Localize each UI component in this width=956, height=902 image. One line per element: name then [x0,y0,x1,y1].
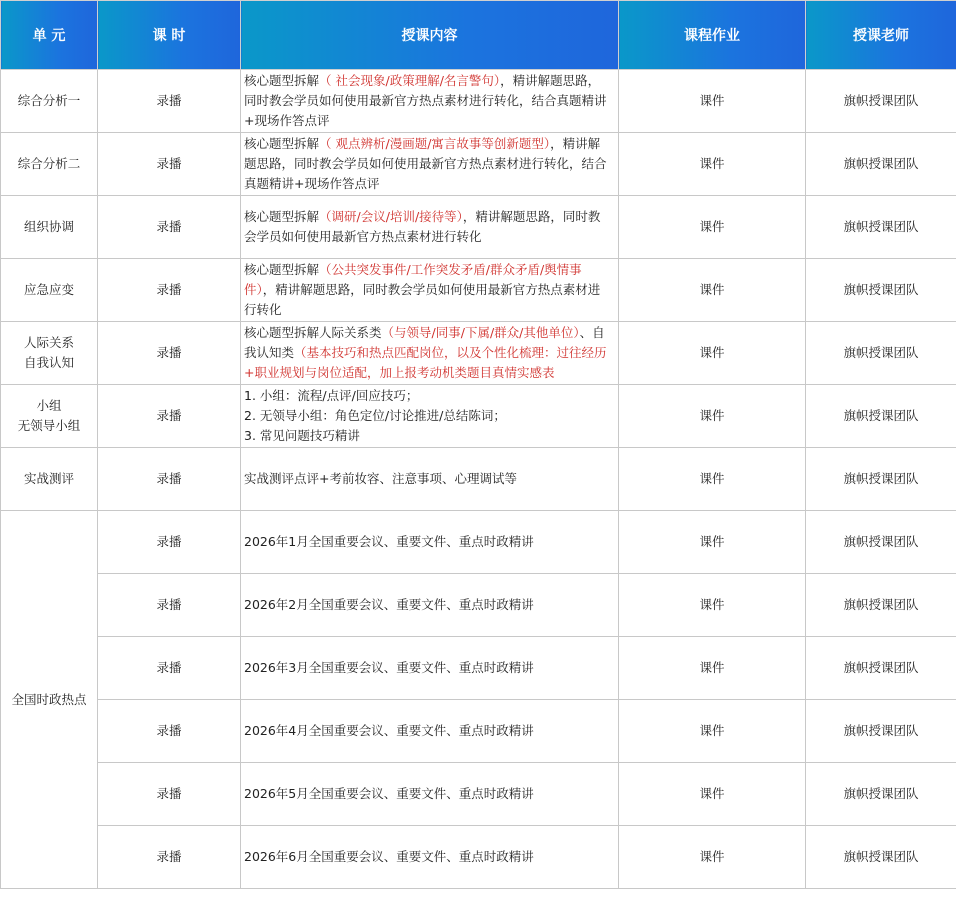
teacher-cell: 旗帜授课团队 [806,511,956,574]
content-cell [241,385,619,448]
unit-cell [1,133,98,196]
teacher-cell: 旗帜授课团队 [806,259,956,322]
highlight-text: （ 观点辨析/漫画题/寓言故事等创新题型） [319,136,551,151]
hours-cell: 录播 [98,763,241,826]
teacher-cell: 旗帜授课团队 [806,385,956,448]
table-row [1,511,956,574]
table-body [1,70,956,889]
highlight-text: （ 社会现象/政策理解/名言警句） [319,73,501,88]
content-cell: 2026年3月全国重要会议、重要文件、重点时政精讲 [241,637,619,700]
content-text: 核心题型拆解 [244,136,320,151]
teacher-cell: 旗帜授课团队 [806,763,956,826]
homework-cell: 课件 [619,700,806,763]
unit-label: 无领导小组 [17,418,81,433]
content-text: 核心题型拆解 [244,73,320,88]
homework-cell: 课件 [619,826,806,889]
unit-cell [1,70,98,133]
table-row [1,196,956,259]
unit-cell [1,448,98,511]
unit-label: 组织协调 [23,219,74,234]
teacher-cell: 旗帜授课团队 [806,133,956,196]
homework-cell: 课件 [619,133,806,196]
header-content: 授课内容 [241,1,619,70]
unit-label: 全国时政热点 [11,691,87,707]
table-row [1,322,956,385]
homework-cell: 课件 [619,196,806,259]
table-row [1,133,956,196]
table-row [1,70,956,133]
header-homework: 课程作业 [619,1,806,70]
unit-cell [1,385,98,448]
header-teacher: 授课老师 [806,1,956,70]
content-text: ，精讲解题思路，同时教会学员如何使用最新官方热点素材进行转化，结合真题精讲+现场作答点评 [244,136,607,191]
unit-label: 综合分析二 [17,156,81,171]
content-line: 2. 无领导小组：角色定位/讨论推进/总结陈词； [244,408,506,423]
table-row [1,700,956,763]
hours-cell: 录播 [98,448,241,511]
content-cell: 2026年6月全国重要会议、重要文件、重点时政精讲 [241,826,619,889]
highlight-text: （基本技巧和热点匹配岗位，以及个性化梳理：过往经历+职业规划与岗位适配，加上报考动机类题目真情实感表 [244,345,607,380]
homework-cell: 课件 [619,511,806,574]
hours-cell: 录播 [98,826,241,889]
content-line: 3. 常见问题技巧精讲 [244,428,360,443]
hours-cell: 录播 [98,259,241,322]
unit-cell [1,322,98,385]
homework-cell: 课件 [619,259,806,322]
content-text: 核心题型拆解 [244,209,320,224]
content-cell [241,70,619,133]
teacher-cell: 旗帜授课团队 [806,196,956,259]
hours-cell: 录播 [98,385,241,448]
header-unit: 单 元 [1,1,98,70]
teacher-cell: 旗帜授课团队 [806,700,956,763]
unit-label: 人际关系 [23,335,74,350]
teacher-cell: 旗帜授课团队 [806,322,956,385]
table-row [1,385,956,448]
content-cell [241,322,619,385]
hours-cell: 录播 [98,196,241,259]
content-text: 核心题型拆解 [244,262,320,277]
content-cell: 2026年5月全国重要会议、重要文件、重点时政精讲 [241,763,619,826]
highlight-text: （公共突发事件/工作突发矛盾/群众矛盾/舆情事件） [244,262,582,297]
table-row [1,826,956,889]
content-text: ，精讲解题思路，同时教会学员如何使用最新官方热点素材进行转化 [244,209,601,244]
header-hours: 课 时 [98,1,241,70]
hours-cell: 录播 [98,133,241,196]
unit-label: 综合分析一 [17,93,81,108]
hours-cell: 录播 [98,574,241,637]
highlight-text: （与领导/同事/下属/群众/其他单位） [381,325,580,340]
teacher-cell: 旗帜授课团队 [806,574,956,637]
content-text: 实战测评点评+考前妆容、注意事项、心理调试等 [244,471,517,486]
table-row [1,574,956,637]
homework-cell: 课件 [619,385,806,448]
unit-label: 应急应变 [23,282,74,297]
content-cell [241,448,619,511]
homework-cell: 课件 [619,574,806,637]
teacher-cell: 旗帜授课团队 [806,70,956,133]
hours-cell: 录播 [98,70,241,133]
content-cell [241,133,619,196]
table-row [1,448,956,511]
content-cell [241,259,619,322]
content-line: 1. 小组：流程/点评/回应技巧； [244,388,419,403]
hours-cell: 录播 [98,700,241,763]
teacher-cell: 旗帜授课团队 [806,826,956,889]
highlight-text: （调研/会议/培训/接待等） [319,209,463,224]
table-header-row [1,1,956,70]
unit-cell [1,511,98,889]
homework-cell: 课件 [619,70,806,133]
hours-cell: 录播 [98,322,241,385]
unit-label: 小组 [36,398,62,413]
content-cell: 2026年1月全国重要会议、重要文件、重点时政精讲 [241,511,619,574]
content-text: ，精讲解题思路，同时教会学员如何使用最新官方热点素材进行转化，结合真题精讲+现场作答点评 [244,73,607,128]
homework-cell: 课件 [619,448,806,511]
hours-cell: 录播 [98,637,241,700]
unit-cell [1,259,98,322]
hours-cell: 录播 [98,511,241,574]
content-text: 核心题型拆解人际关系类 [244,325,382,340]
table-row [1,763,956,826]
table-row [1,637,956,700]
homework-cell: 课件 [619,322,806,385]
teacher-cell: 旗帜授课团队 [806,448,956,511]
homework-cell: 课件 [619,637,806,700]
unit-label: 实战测评 [23,471,74,486]
homework-cell: 课件 [619,763,806,826]
table-row [1,259,956,322]
content-cell: 2026年2月全国重要会议、重要文件、重点时政精讲 [241,574,619,637]
content-cell: 2026年4月全国重要会议、重要文件、重点时政精讲 [241,700,619,763]
content-text: 、自我认知类 [244,325,605,360]
teacher-cell: 旗帜授课团队 [806,637,956,700]
content-cell [241,196,619,259]
content-text: ，精讲解题思路，同时教会学员如何使用最新官方热点素材进行转化 [244,282,601,317]
unit-cell [1,196,98,259]
unit-label: 自我认知 [23,355,74,370]
